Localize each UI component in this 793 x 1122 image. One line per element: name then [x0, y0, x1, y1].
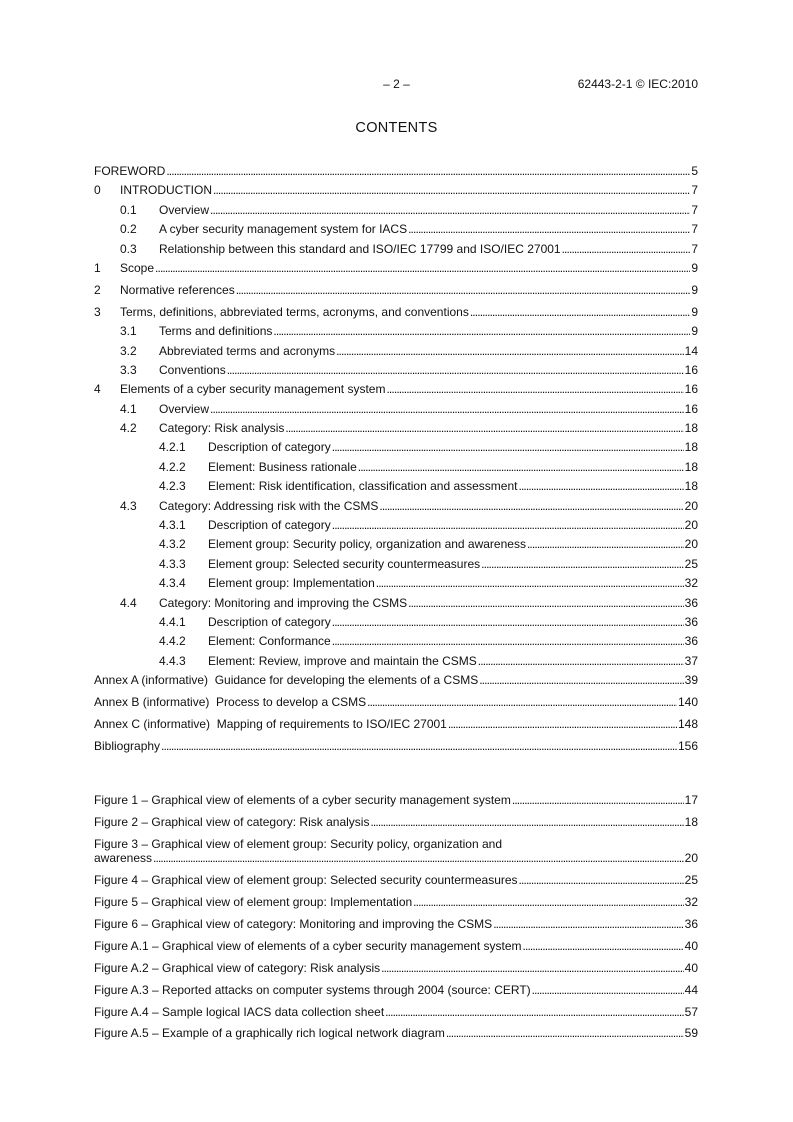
toc-entry-number: 3.2 [120, 343, 137, 358]
figure-entry[interactable] [94, 895, 698, 909]
toc-entry-number: 4.2.2 [159, 459, 186, 474]
toc-entry[interactable] [94, 324, 698, 338]
toc-entry-text: Description of category [208, 518, 331, 533]
toc-entry-number: 4.3.2 [159, 537, 186, 552]
figure-entry-page: 44 [684, 982, 698, 997]
figure-entry-page: 32 [684, 895, 698, 910]
toc-entry-number: 0.2 [120, 222, 137, 237]
toc-entry-text: Annex B (informative) Process to develop a CSMS [94, 695, 367, 710]
figure-entry[interactable] [94, 793, 698, 807]
figure-entry-page: 25 [684, 873, 698, 888]
toc-entry-text: Category: Risk analysis [159, 421, 285, 436]
figure-entry-text-continued: awareness [94, 850, 153, 865]
toc-entry[interactable] [94, 596, 698, 610]
toc-entry-number: 4.3.1 [159, 518, 186, 533]
toc-entry-page: 20 [684, 537, 698, 552]
toc-entry[interactable] [94, 283, 698, 297]
toc-entry-text: Scope [120, 260, 155, 275]
leader-dots [358, 460, 684, 474]
toc-entry-text: Conventions [159, 362, 226, 377]
leader-dots [413, 895, 683, 909]
leader-dots [519, 873, 684, 887]
figure-entry-page: 20 [684, 850, 698, 865]
toc-entry-page: 36 [684, 634, 698, 649]
page-title: CONTENTS [355, 120, 438, 136]
figure-entry-page: 40 [684, 960, 698, 975]
toc-entry-page: 16 [684, 362, 698, 377]
toc-entry-number: 2 [94, 282, 101, 297]
toc-entry-page: 16 [684, 382, 698, 397]
toc-entry-page: 20 [684, 498, 698, 513]
leader-dots [562, 242, 691, 256]
toc-entry-text: Elements of a cyber security management system [120, 382, 386, 397]
toc-entry[interactable] [94, 421, 698, 435]
leader-dots [332, 440, 684, 454]
toc-entry-text: Relationship between this standard and ISO/IEC 17799 and ISO/IEC 27001 [159, 241, 561, 256]
toc-entry-text: A cyber security management system for IACS [159, 222, 408, 237]
toc-entry-page: 18 [684, 479, 698, 494]
leader-dots [527, 537, 684, 551]
toc-entry-text: Annex A (informative) Guidance for developing the elements of a CSMS [94, 673, 479, 688]
figure-entry-text: Figure A.5 – Example of a graphically rich logical network diagram [94, 1026, 445, 1041]
toc-entry-number: 4.1 [120, 401, 137, 416]
toc-entry-text: Description of category [208, 614, 331, 629]
leader-dots [210, 203, 690, 217]
figure-entry[interactable] [94, 983, 698, 997]
leader-dots [381, 961, 684, 975]
toc-entry[interactable] [94, 242, 698, 256]
toc-entry[interactable] [94, 576, 698, 590]
toc-entry-number: 1 [94, 260, 101, 275]
toc-entry-page: 18 [684, 459, 698, 474]
leader-dots [448, 717, 677, 731]
toc-entry-page: 7 [691, 183, 698, 198]
standard-reference: 62443-2-1 © IEC:2010 [577, 77, 698, 91]
figure-entry-text: Figure A.4 – Sample logical IACS data collection sheet [94, 1004, 385, 1019]
toc-entry-page: 9 [691, 260, 698, 275]
leader-dots [273, 324, 690, 338]
toc-entry[interactable] [94, 261, 698, 275]
toc-entry-text: Abbreviated terms and acronyms [159, 343, 336, 358]
toc-entry-bibliography[interactable] [94, 739, 698, 753]
toc-entry-page: 32 [684, 576, 698, 591]
leader-dots [210, 402, 684, 416]
toc-entry[interactable] [94, 164, 698, 178]
figure-entry[interactable] [94, 815, 698, 829]
toc-entry-page: 140 [677, 695, 698, 710]
leader-dots [408, 596, 684, 610]
leader-dots [213, 183, 690, 197]
toc-entry-page: 7 [691, 241, 698, 256]
toc-entry-annex[interactable] [94, 717, 698, 731]
toc-entry-page: 36 [684, 614, 698, 629]
toc-entry[interactable] [94, 537, 698, 551]
figure-entry-text: Figure A.2 – Graphical view of category: Risk analysis [94, 960, 381, 975]
leader-dots [285, 421, 683, 435]
toc-entry-number: 0.3 [120, 241, 137, 256]
toc-entry[interactable] [94, 440, 698, 454]
toc-entry-text: Overview [159, 401, 210, 416]
leader-dots [367, 695, 677, 709]
toc-entry-number: 4 [94, 382, 101, 397]
toc-entry-number: 4.4.2 [159, 634, 186, 649]
toc-entry-page: 148 [677, 716, 698, 731]
toc-entry-text: Element: Review, improve and maintain the CSMS [208, 653, 477, 668]
leader-dots [479, 673, 683, 687]
toc-entry-text: Overview [159, 202, 210, 217]
toc-entry[interactable] [94, 557, 698, 571]
toc-entry-number: 4.2.3 [159, 479, 186, 494]
toc-entry-page: 9 [691, 324, 698, 339]
toc-entry-number: 0 [94, 183, 101, 198]
figure-entry-text: Figure 1 – Graphical view of elements of a cyber security management system [94, 793, 511, 807]
toc-entry-number: 4.3 [120, 498, 137, 513]
toc-entry-number: 4.2 [120, 421, 137, 436]
figure-entry-text: Figure A.1 – Graphical view of elements of a cyber security management system [94, 938, 522, 953]
toc-entry-text: INTRODUCTION [120, 183, 212, 198]
figure-entry[interactable] [94, 1005, 698, 1019]
toc-entry-text: Category: Monitoring and improving the CSMS [159, 595, 408, 610]
leader-dots [481, 557, 684, 571]
toc-entry[interactable] [94, 402, 698, 416]
toc-entry[interactable] [94, 479, 698, 493]
leader-dots [386, 382, 683, 396]
toc-entry-page: 7 [691, 202, 698, 217]
toc-entry-text: Element group: Selected security countermeasures [208, 556, 481, 571]
toc-entry-page: 16 [684, 401, 698, 416]
leader-dots [155, 261, 690, 275]
leader-dots [236, 283, 691, 297]
toc-entry-page: 25 [684, 556, 698, 571]
leader-dots [478, 654, 684, 668]
figure-entry-text: Figure 5 – Graphical view of element group: Implementation [94, 895, 413, 910]
toc-entry-text: Element: Risk identification, classification and assessment [208, 479, 518, 494]
toc-entry-number: 3.3 [120, 362, 137, 377]
leader-dots [161, 739, 677, 753]
toc-entry-number: 0.1 [120, 202, 137, 217]
toc-entry-text: Terms and definitions [159, 324, 273, 339]
toc-entry[interactable] [94, 615, 698, 629]
leader-dots [385, 1005, 683, 1019]
figure-entry-text: Figure 4 – Graphical view of element group: Selected security countermeasures [94, 873, 518, 888]
toc-entry-number: 4.3.4 [159, 576, 186, 591]
figure-entry[interactable] [94, 961, 698, 975]
leader-dots [227, 363, 684, 377]
figure-entry[interactable] [94, 917, 698, 931]
leader-dots [332, 518, 684, 532]
figure-entry-text: Figure A.3 – Reported attacks on computer systems through 2004 (source: CERT) [94, 982, 531, 997]
toc-entry-page: 14 [684, 343, 698, 358]
toc-entry[interactable] [94, 654, 698, 668]
toc-entry[interactable] [94, 222, 698, 236]
toc-entry-number: 3 [94, 304, 101, 319]
toc-entry-page: 20 [684, 518, 698, 533]
toc-entry[interactable] [94, 634, 698, 648]
toc-entry[interactable] [94, 305, 698, 319]
leader-dots [532, 983, 684, 997]
figure-entry-page: 57 [684, 1004, 698, 1019]
toc-entry-page: 39 [684, 673, 698, 688]
toc-entry-text: Element group: Security policy, organization and awareness [208, 537, 526, 552]
figure-entry-text: Figure 2 – Graphical view of category: Risk analysis [94, 814, 370, 829]
leader-dots [332, 634, 684, 648]
leader-dots [470, 305, 690, 319]
figure-entry[interactable] [94, 837, 698, 865]
leader-dots [166, 164, 690, 178]
toc-entry-text: Normative references [120, 282, 235, 297]
toc-entry-number: 4.2.1 [159, 440, 186, 455]
toc-entry-number: 4.3.3 [159, 556, 186, 571]
toc-entry-page: 18 [684, 421, 698, 436]
figure-entry-text: Figure 6 – Graphical view of category: Monitoring and improving the CSMS [94, 916, 493, 931]
toc-entry-number: 3.1 [120, 324, 137, 339]
leader-dots [370, 815, 683, 829]
leader-dots [493, 917, 683, 931]
list-of-figures [94, 793, 698, 1048]
leader-dots [336, 344, 684, 358]
toc-entry-page: 9 [691, 304, 698, 319]
toc-entry-number: 4.4 [120, 595, 137, 610]
figure-entry-page: 17 [684, 793, 698, 807]
toc-entry-text: Element: Business rationale [208, 459, 357, 474]
toc-entry-page: 36 [684, 595, 698, 610]
figure-entry-page: 36 [684, 916, 698, 931]
toc-entry-text: Category: Addressing risk with the CSMS [159, 498, 379, 513]
toc-entry[interactable] [94, 382, 698, 396]
toc-entry-annex[interactable] [94, 673, 698, 687]
toc-entry-text: Element: Conformance [208, 634, 331, 649]
toc-entry-text: Element group: Implementation [208, 576, 375, 591]
toc-entry-page: 5 [691, 164, 698, 178]
leader-dots [512, 793, 684, 807]
figure-entry-page: 18 [684, 814, 698, 829]
leader-dots [379, 499, 683, 513]
leader-dots [376, 576, 684, 590]
toc-entry-page: 9 [691, 282, 698, 297]
leader-dots [518, 479, 683, 493]
toc-entry[interactable] [94, 518, 698, 532]
figure-entry[interactable] [94, 939, 698, 953]
toc-entry-page: 156 [677, 738, 698, 753]
toc-entry-page: 37 [684, 653, 698, 668]
toc-entry[interactable] [94, 363, 698, 377]
figure-entry[interactable] [94, 1026, 698, 1040]
toc-entry[interactable] [94, 183, 698, 197]
toc-entry-text: Description of category [208, 440, 331, 455]
toc-entry[interactable] [94, 499, 698, 513]
figure-entry-page: 59 [684, 1026, 698, 1041]
figure-entry-text: Figure 3 – Graphical view of element group: Security policy, organization and [94, 836, 502, 851]
figure-entry-page: 40 [684, 938, 698, 953]
leader-dots [523, 939, 684, 953]
toc-entry-annex[interactable] [94, 695, 698, 709]
toc-entry-text: FOREWORD [94, 164, 166, 178]
leader-dots [153, 851, 684, 865]
table-of-contents [94, 164, 698, 761]
toc-entry[interactable] [94, 203, 698, 217]
leader-dots [446, 1026, 684, 1040]
toc-entry-page: 7 [691, 222, 698, 237]
toc-entry-text: Bibliography [94, 738, 161, 753]
figure-entry[interactable] [94, 873, 698, 887]
toc-entry[interactable] [94, 460, 698, 474]
toc-entry-text: Annex C (informative) Mapping of requirements to ISO/IEC 27001 [94, 716, 447, 731]
toc-entry-number: 4.4.3 [159, 653, 186, 668]
toc-entry-number: 4.4.1 [159, 614, 186, 629]
page-number: – 2 – [383, 77, 410, 91]
toc-entry-page: 18 [684, 440, 698, 455]
leader-dots [408, 222, 690, 236]
toc-entry-text: Terms, definitions, abbreviated terms, acronyms, and conventions [120, 304, 469, 319]
leader-dots [332, 615, 684, 629]
toc-entry[interactable] [94, 344, 698, 358]
